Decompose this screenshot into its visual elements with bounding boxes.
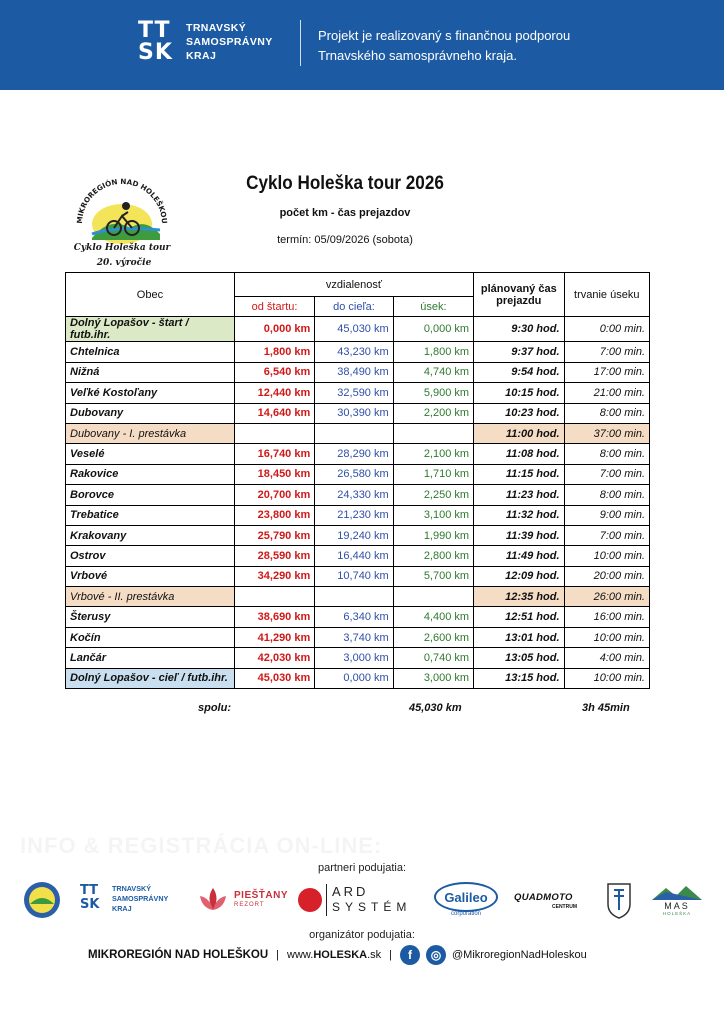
row-od-startu	[234, 587, 314, 607]
ard-text: ARD	[332, 884, 369, 899]
partner-galileo-logo	[434, 880, 500, 920]
row-obec: Dubovany - I. prestávka	[66, 423, 235, 443]
row-od-startu: 23,800 km	[234, 505, 314, 525]
row-trvanie: 0:00 min.	[564, 317, 649, 342]
emblem-mid-text: Cyklo Holeška tour	[73, 243, 171, 253]
row-usek: 5,900 km	[393, 383, 473, 403]
row-usek: 2,200 km	[393, 403, 473, 423]
row-trvanie: 7:00 min.	[564, 464, 649, 484]
row-od-startu: 38,690 km	[234, 607, 314, 627]
row-trvanie: 20:00 min.	[564, 566, 649, 586]
table-row	[66, 505, 650, 525]
row-obec: Chtelnica	[66, 342, 235, 362]
row-trvanie: 8:00 min.	[564, 444, 649, 464]
table-row	[66, 317, 650, 342]
row-do-ciela: 16,440 km	[315, 546, 393, 566]
table-row	[66, 546, 650, 566]
table-row	[66, 668, 650, 688]
col-header-od-startu: od štartu:	[234, 297, 314, 317]
ttsk-name-line: SAMOSPRÁVNY	[186, 36, 273, 48]
row-obec: Rakovice	[66, 464, 235, 484]
row-obec: Nižná	[66, 362, 235, 382]
row-cas: 13:01 hod.	[474, 627, 564, 647]
emblem-anniversary-text: 20. výročie	[96, 258, 152, 268]
row-do-ciela: 3,000 km	[315, 648, 393, 668]
row-do-ciela	[315, 423, 393, 443]
row-obec: Trebatice	[66, 505, 235, 525]
row-cas: 11:49 hod.	[474, 546, 564, 566]
row-do-ciela: 32,590 km	[315, 383, 393, 403]
table-row	[66, 383, 650, 403]
partner-mas-logo	[650, 880, 706, 920]
row-od-startu: 25,790 km	[234, 525, 314, 545]
row-usek: 2,100 km	[393, 444, 473, 464]
registration-ghost-text	[20, 833, 382, 859]
row-do-ciela: 3,740 km	[315, 627, 393, 647]
project-note-line: Projekt je realizovaný s finančnou podporou	[318, 28, 571, 43]
row-trvanie: 7:00 min.	[564, 525, 649, 545]
row-obec: Borovce	[66, 485, 235, 505]
row-cas: 12:35 hod.	[474, 587, 564, 607]
ttsk-mark-bottom: SK	[138, 40, 173, 65]
row-obec: Lančár	[66, 648, 235, 668]
partner-piestany-text: PIEŠŤANY	[234, 890, 289, 901]
project-note-line: Trnavského samosprávneho kraja.	[318, 48, 517, 63]
row-usek: 2,800 km	[393, 546, 473, 566]
lotus-icon	[196, 882, 230, 916]
row-usek	[393, 423, 473, 443]
table-row	[66, 525, 650, 545]
social-handle[interactable]: @MikroregionNadHoleskou	[452, 949, 587, 961]
row-trvanie: 8:00 min.	[564, 403, 649, 423]
row-do-ciela: 30,390 km	[315, 403, 393, 423]
row-trvanie: 26:00 min.	[564, 587, 649, 607]
row-do-ciela: 10,740 km	[315, 566, 393, 586]
page-subtitle: počet km - čas prejazdov	[279, 207, 411, 219]
row-do-ciela: 19,240 km	[315, 525, 393, 545]
table-row	[66, 362, 650, 382]
row-cas: 9:37 hod.	[474, 342, 564, 362]
row-od-startu: 41,290 km	[234, 627, 314, 647]
row-obec: Kočín	[66, 627, 235, 647]
row-usek: 1,800 km	[393, 342, 473, 362]
table-row	[66, 403, 650, 423]
row-usek: 2,250 km	[393, 485, 473, 505]
row-do-ciela: 43,230 km	[315, 342, 393, 362]
ttsk-name	[186, 21, 273, 63]
table-row	[66, 648, 650, 668]
row-cas: 11:32 hod.	[474, 505, 564, 525]
row-cas: 13:15 hod.	[474, 668, 564, 688]
event-date: termín: 05/09/2026 (sobota)	[277, 234, 413, 246]
crest-icon	[606, 880, 632, 920]
page-title: Cyklo Holeška tour 2026	[246, 173, 444, 194]
row-obec: Dolný Lopašov - štart / futb.ihr.	[66, 317, 235, 342]
partner-piestany-logo	[196, 880, 289, 920]
sponsor-header	[0, 0, 724, 90]
mas-sub: HOLEŠKA	[662, 911, 692, 916]
ard-dot-icon	[298, 888, 322, 912]
header-divider	[300, 20, 301, 66]
row-usek: 4,400 km	[393, 607, 473, 627]
row-od-startu: 6,540 km	[234, 362, 314, 382]
col-header-obec: Obec	[66, 273, 235, 317]
col-header-usek: úsek:	[393, 297, 473, 317]
row-do-ciela: 28,290 km	[315, 444, 393, 464]
ttsk-mark-top: TT	[138, 18, 171, 43]
row-trvanie: 7:00 min.	[564, 342, 649, 362]
row-obec: Šterusy	[66, 607, 235, 627]
ard-system-text: SYSTÉM	[332, 900, 412, 914]
emblem-arc-text: MIKROREGIÓN NAD HOLEŠKOU	[74, 176, 170, 224]
row-od-startu: 45,030 km	[234, 668, 314, 688]
row-usek: 2,600 km	[393, 627, 473, 647]
row-do-ciela: 38,490 km	[315, 362, 393, 382]
row-od-startu: 1,800 km	[234, 342, 314, 362]
separator: |	[276, 949, 280, 961]
row-usek: 5,700 km	[393, 566, 473, 586]
table-row	[66, 566, 650, 586]
row-trvanie: 10:00 min.	[564, 668, 649, 688]
row-od-startu: 42,030 km	[234, 648, 314, 668]
row-usek: 3,100 km	[393, 505, 473, 525]
row-obec: Dolný Lopašov - cieľ / futb.ihr.	[66, 668, 235, 688]
col-header-vzdialenost: vzdialenosť	[234, 273, 473, 297]
galileo-sub: corporation	[450, 911, 482, 917]
table-row	[66, 444, 650, 464]
galileo-text: Galileo	[444, 890, 488, 905]
organizer-label: organizátor podujatia:	[309, 929, 415, 941]
row-od-startu	[234, 423, 314, 443]
row-od-startu: 16,740 km	[234, 444, 314, 464]
row-obec: Krakovany	[66, 525, 235, 545]
row-usek: 1,710 km	[393, 464, 473, 484]
total-duration: 3h 45min	[582, 702, 630, 714]
row-cas: 12:09 hod.	[474, 566, 564, 586]
row-usek: 0,000 km	[393, 317, 473, 342]
row-trvanie: 37:00 min.	[564, 423, 649, 443]
ttsk-mark-small: TT SK	[80, 883, 100, 912]
row-cas: 11:23 hod.	[474, 485, 564, 505]
row-do-ciela: 6,340 km	[315, 607, 393, 627]
row-od-startu: 14,640 km	[234, 403, 314, 423]
row-obec: Vrbové	[66, 566, 235, 586]
row-cas: 10:15 hod.	[474, 383, 564, 403]
row-trvanie: 17:00 min.	[564, 362, 649, 382]
row-trvanie: 10:00 min.	[564, 627, 649, 647]
row-usek: 4,740 km	[393, 362, 473, 382]
row-cas: 11:15 hod.	[474, 464, 564, 484]
row-trvanie: 10:00 min.	[564, 546, 649, 566]
col-header-trvanie: trvanie úseku	[564, 273, 649, 317]
row-obec: Vrbové - II. prestávka	[66, 587, 235, 607]
row-trvanie: 9:00 min.	[564, 505, 649, 525]
col-header-do-ciela: do cieľa:	[315, 297, 393, 317]
row-od-startu: 34,290 km	[234, 566, 314, 586]
row-cas: 10:23 hod.	[474, 403, 564, 423]
instagram-icon[interactable]: ◎	[426, 945, 446, 965]
project-note	[318, 26, 570, 66]
row-obec: Veľké Kostoľany	[66, 383, 235, 403]
row-trvanie: 21:00 min.	[564, 383, 649, 403]
row-obec: Ostrov	[66, 546, 235, 566]
cyclist-emblem-icon	[70, 168, 174, 272]
row-obec: Veselé	[66, 444, 235, 464]
row-cas: 9:30 hod.	[474, 317, 564, 342]
website-prefix: www.	[287, 949, 314, 961]
row-cas: 11:08 hod.	[474, 444, 564, 464]
quadmoto-text: QUADMOTO	[514, 892, 573, 903]
partner-quadmoto-logo	[514, 880, 592, 920]
website-bold: HOLESKA	[313, 949, 368, 961]
row-do-ciela: 26,580 km	[315, 464, 393, 484]
website-suffix: .sk	[367, 949, 382, 961]
ard-divider	[326, 884, 327, 916]
row-do-ciela: 24,330 km	[315, 485, 393, 505]
row-trvanie: 4:00 min.	[564, 648, 649, 668]
table-row	[66, 607, 650, 627]
partner-ttsk-logo	[80, 880, 180, 920]
row-od-startu: 0,000 km	[234, 317, 314, 342]
row-obec: Dubovany	[66, 403, 235, 423]
partners-label: partneri podujatia:	[317, 862, 407, 874]
mas-text: MAS	[664, 901, 690, 911]
table-row	[66, 627, 650, 647]
row-do-ciela: 0,000 km	[315, 668, 393, 688]
row-usek	[393, 587, 473, 607]
partner-ttsk-text: TRNAVSKÝ SAMOSPRÁVNY KRAJ	[112, 884, 169, 913]
row-cas: 12:51 hod.	[474, 607, 564, 627]
row-od-startu: 18,450 km	[234, 464, 314, 484]
ttsk-name-line: TRNAVSKÝ	[186, 22, 247, 34]
row-usek: 3,000 km	[393, 668, 473, 688]
row-usek: 0,740 km	[393, 648, 473, 668]
col-header-cas: plánovaný čas prejazdu	[474, 273, 564, 317]
row-od-startu: 20,700 km	[234, 485, 314, 505]
row-do-ciela	[315, 587, 393, 607]
organizer-name: MIKROREGIÓN NAD HOLEŠKOU	[88, 949, 269, 961]
round-seal-icon	[20, 880, 64, 920]
row-do-ciela: 45,030 km	[315, 317, 393, 342]
route-timetable	[65, 272, 650, 689]
ttsk-logo	[138, 20, 178, 68]
row-od-startu: 12,440 km	[234, 383, 314, 403]
route-rows	[66, 317, 650, 689]
partner-ard-logo	[298, 880, 418, 920]
total-label: spolu:	[198, 702, 231, 714]
table-row	[66, 485, 650, 505]
row-do-ciela: 21,230 km	[315, 505, 393, 525]
website-link[interactable]	[287, 949, 381, 961]
facebook-icon[interactable]: f	[400, 945, 420, 965]
row-usek: 1,990 km	[393, 525, 473, 545]
table-row	[66, 464, 650, 484]
row-trvanie: 8:00 min.	[564, 485, 649, 505]
table-row	[66, 423, 650, 443]
row-od-startu: 28,590 km	[234, 546, 314, 566]
mas-mountains-icon	[652, 884, 702, 900]
partner-piestany-sub: REZORT	[234, 902, 265, 908]
table-row	[66, 587, 650, 607]
row-cas: 11:39 hod.	[474, 525, 564, 545]
row-cas: 9:54 hod.	[474, 362, 564, 382]
quadmoto-sub: CENTRUM	[552, 904, 577, 910]
row-trvanie: 16:00 min.	[564, 607, 649, 627]
organizer-line	[88, 946, 587, 964]
ttsk-name-line: KRAJ	[186, 50, 217, 62]
row-cas: 11:00 hod.	[474, 423, 564, 443]
row-cas: 13:05 hod.	[474, 648, 564, 668]
total-distance: 45,030 km	[409, 702, 462, 714]
table-row	[66, 342, 650, 362]
separator: |	[389, 949, 393, 961]
